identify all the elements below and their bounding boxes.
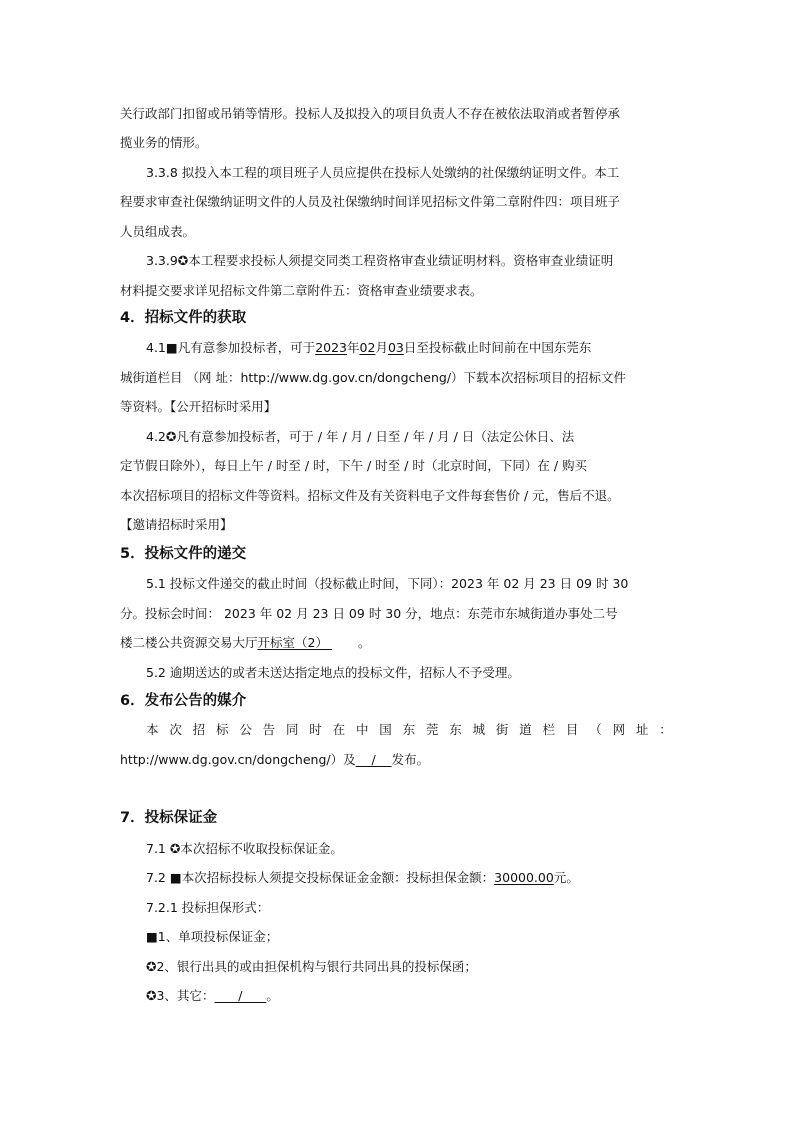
char: 公	[239, 722, 252, 737]
text-span: http://www.dg.gov.cn/dongcheng/）及	[120, 752, 356, 767]
filled-month: 02	[359, 340, 376, 355]
char: 街	[495, 722, 509, 737]
section-heading-4: 4．招标文件的获取	[120, 310, 247, 326]
text-line	[120, 752, 429, 768]
section-heading-6: 6．发布公告的媒介	[120, 693, 247, 709]
filled-amount: 30000.00	[494, 870, 554, 885]
char: 招	[192, 722, 206, 737]
text-span: 4.1■凡有意参加投标者，可于	[146, 340, 316, 355]
text-line: 定节假日除外），每日上午 / 时至 / 时，下午 / 时至 / 时（北京时间，下同）在 / 购买	[120, 458, 588, 473]
char: 次	[169, 722, 182, 737]
filled-year: 2023	[315, 340, 348, 355]
text-line: 7.2.1 投标担保形式：	[146, 900, 270, 915]
text-span: 月	[375, 340, 388, 355]
char: 目	[565, 722, 579, 737]
text-line	[120, 635, 370, 651]
text-span: 发布。	[391, 752, 430, 767]
blank-other: /	[214, 988, 267, 1003]
char: （	[589, 722, 602, 737]
option-line	[146, 988, 279, 1004]
text-line: 5.1 投标文件递交的截止时间（投标截止时间，下同）：2023 年 02 月 23 日 09 时 30	[146, 576, 629, 591]
text-line: 7.1 ✪本次招标不收取投标保证金。	[146, 841, 343, 856]
text-line: 分。投标会时间： 2023 年 02 月 23 日 09 时 30 分，地点：东莞市东城街道办事处二号	[120, 606, 618, 621]
text-span: 7.2 ■本次招标投标人须提交投标保证金金额：投标担保金额：	[146, 870, 495, 885]
blank-media: /	[355, 752, 392, 767]
text-span: 。	[266, 988, 279, 1003]
text-line: 程要求审查社保缴纳证明文件的人员及社保缴纳时间详见招标文件第二章附件四：项目班子	[120, 194, 621, 209]
char: 址	[635, 722, 649, 737]
text-line	[146, 722, 672, 738]
text-line: 3.3.9✪本工程要求投标人须提交同类工程资格审查业绩证明材料。资格审查业绩证明	[146, 253, 614, 268]
char: 莞	[425, 722, 439, 737]
char: 栏	[542, 722, 556, 737]
text-line: 揽业务的情形。	[120, 135, 208, 150]
text-line: 4.2✪凡有意参加投标者，可于 / 年 / 月 / 日至 / 年 / 月 / 日（法定公休日、法	[146, 429, 575, 444]
option-line: ✪2、银行出具的或由担保机构与银行共同出具的投标保函；	[146, 959, 477, 974]
text-span: 年	[347, 340, 360, 355]
section-heading-7: 7．投标保证金	[120, 810, 218, 826]
text-span: 元。	[553, 870, 579, 885]
text-line: 本次招标项目的招标文件等资料。招标文件及有关资料电子文件每套售价 / 元，售后不退。	[120, 488, 620, 503]
filled-room: 开标室（2）	[257, 635, 328, 650]
section-heading-5: 5．投标文件的递交	[120, 546, 247, 562]
text-line: 5.2 逾期送达的或者未送达指定地点的投标文件，招标人不予受理。	[146, 665, 520, 680]
text-line: 等资料。【公开招标时采用】	[120, 399, 277, 414]
filled-day: 03	[387, 340, 404, 355]
text-line: 城街道栏目 （网 址：http://www.dg.gov.cn/dongcheng/）下载本次招标项目的招标文件	[120, 370, 627, 385]
text-line: 关行政部门扣留或吊销等情形。投标人及拟投入的项目负责人不存在被依法取消或者暂停承	[120, 106, 621, 121]
option-line: ■1、单项投标保证金；	[146, 929, 279, 944]
char: 网	[612, 722, 626, 737]
char: 道	[519, 722, 532, 737]
text-span: 楼二楼公共资源交易大厅	[120, 635, 258, 650]
char: 国	[379, 722, 392, 737]
char: 同	[285, 722, 299, 737]
text-span: 。	[357, 635, 371, 650]
char: 城	[472, 722, 486, 737]
text-line: 3.3.8 拟投入本工程的项目班子人员应提供在投标人处缴纳的社保缴纳证明文件。本工	[146, 165, 620, 180]
text-line: 人员组成表。	[120, 224, 196, 239]
char: ：	[659, 722, 672, 737]
char: 中	[355, 722, 369, 737]
text-line: 材料提交要求详见招标文件第二章附件五：资格审查业绩要求表。	[120, 283, 483, 298]
text-line	[146, 340, 591, 356]
char: 告	[262, 722, 276, 737]
char: 时	[309, 722, 322, 737]
text-span: 日至投标截止时间前在中国东莞东	[403, 340, 592, 355]
char: 东	[402, 722, 416, 737]
char: 在	[332, 722, 346, 737]
char: 东	[449, 722, 462, 737]
char: 标	[215, 722, 229, 737]
char: 本	[146, 722, 159, 737]
text-line	[146, 870, 579, 886]
text-line: 【邀请招标时采用】	[120, 517, 233, 532]
text-span: ✪3、其它：	[146, 988, 215, 1003]
